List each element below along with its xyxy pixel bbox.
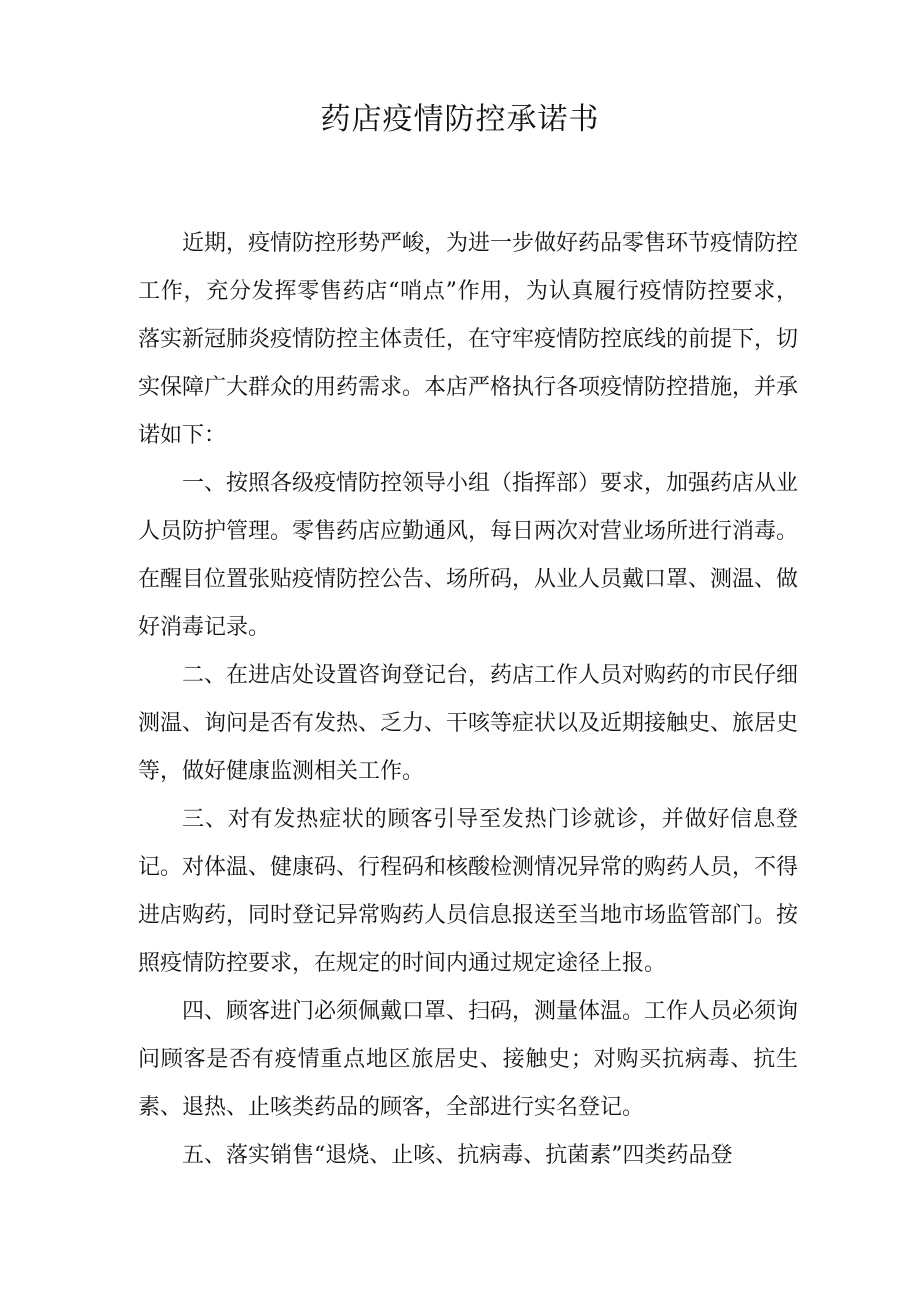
- paragraph-item-1: 一、按照各级疫情防控领导小组（指挥部）要求，加强药店从业人员防护管理。零售药店应勤通风，每日两次对营业场所进行消毒。在醒目位置张贴疫情防控公告、场所码，从业人员戴口罩、测温、做好消毒记录。: [138, 471, 799, 640]
- paragraph-intro: 近期，疫情防控形势严峻，为进一步做好药品零售环节疫情防控工作，充分发挥零售药店“哨点”作用，为认真履行疫情防控要求，落实新冠肺炎疫情防控主体责任，在守牢疫情防控底线的前提下，切实保障广大群众的用药需求。本店严格执行各项疫情防控措施，并承诺如下：: [138, 231, 799, 448]
- document-body: [138, 220, 798, 1180]
- paragraph-item-2: 二、在进店处设置咨询登记台，药店工作人员对购药的市民仔细测温、询问是否有发热、乏力、干咳等症状以及近期接触史、旅居史等，做好健康监测相关工作。: [138, 663, 799, 784]
- paragraph-item-4: 四、顾客进门必须佩戴口罩、扫码，测量体温。工作人员必须询问顾客是否有疫情重点地区旅居史、接触史；对购买抗病毒、抗生素、退热、止咳类药品的顾客，全部进行实名登记。: [138, 999, 799, 1120]
- document-title: 药店疫情防控承诺书: [320, 102, 600, 137]
- paragraph-item-3: 三、对有发热症状的顾客引导至发热门诊就诊，并做好信息登记。对体温、健康码、行程码和核酸检测情况异常的购药人员，不得进店购药，同时登记异常购药人员信息报送至当地市场监管部门。按照疫情防控要求，在规定的时间内通过规定途径上报。: [138, 807, 799, 976]
- paragraph-item-5: 五、落实销售“退烧、止咳、抗病毒、抗菌素”四类药品登: [182, 1143, 733, 1168]
